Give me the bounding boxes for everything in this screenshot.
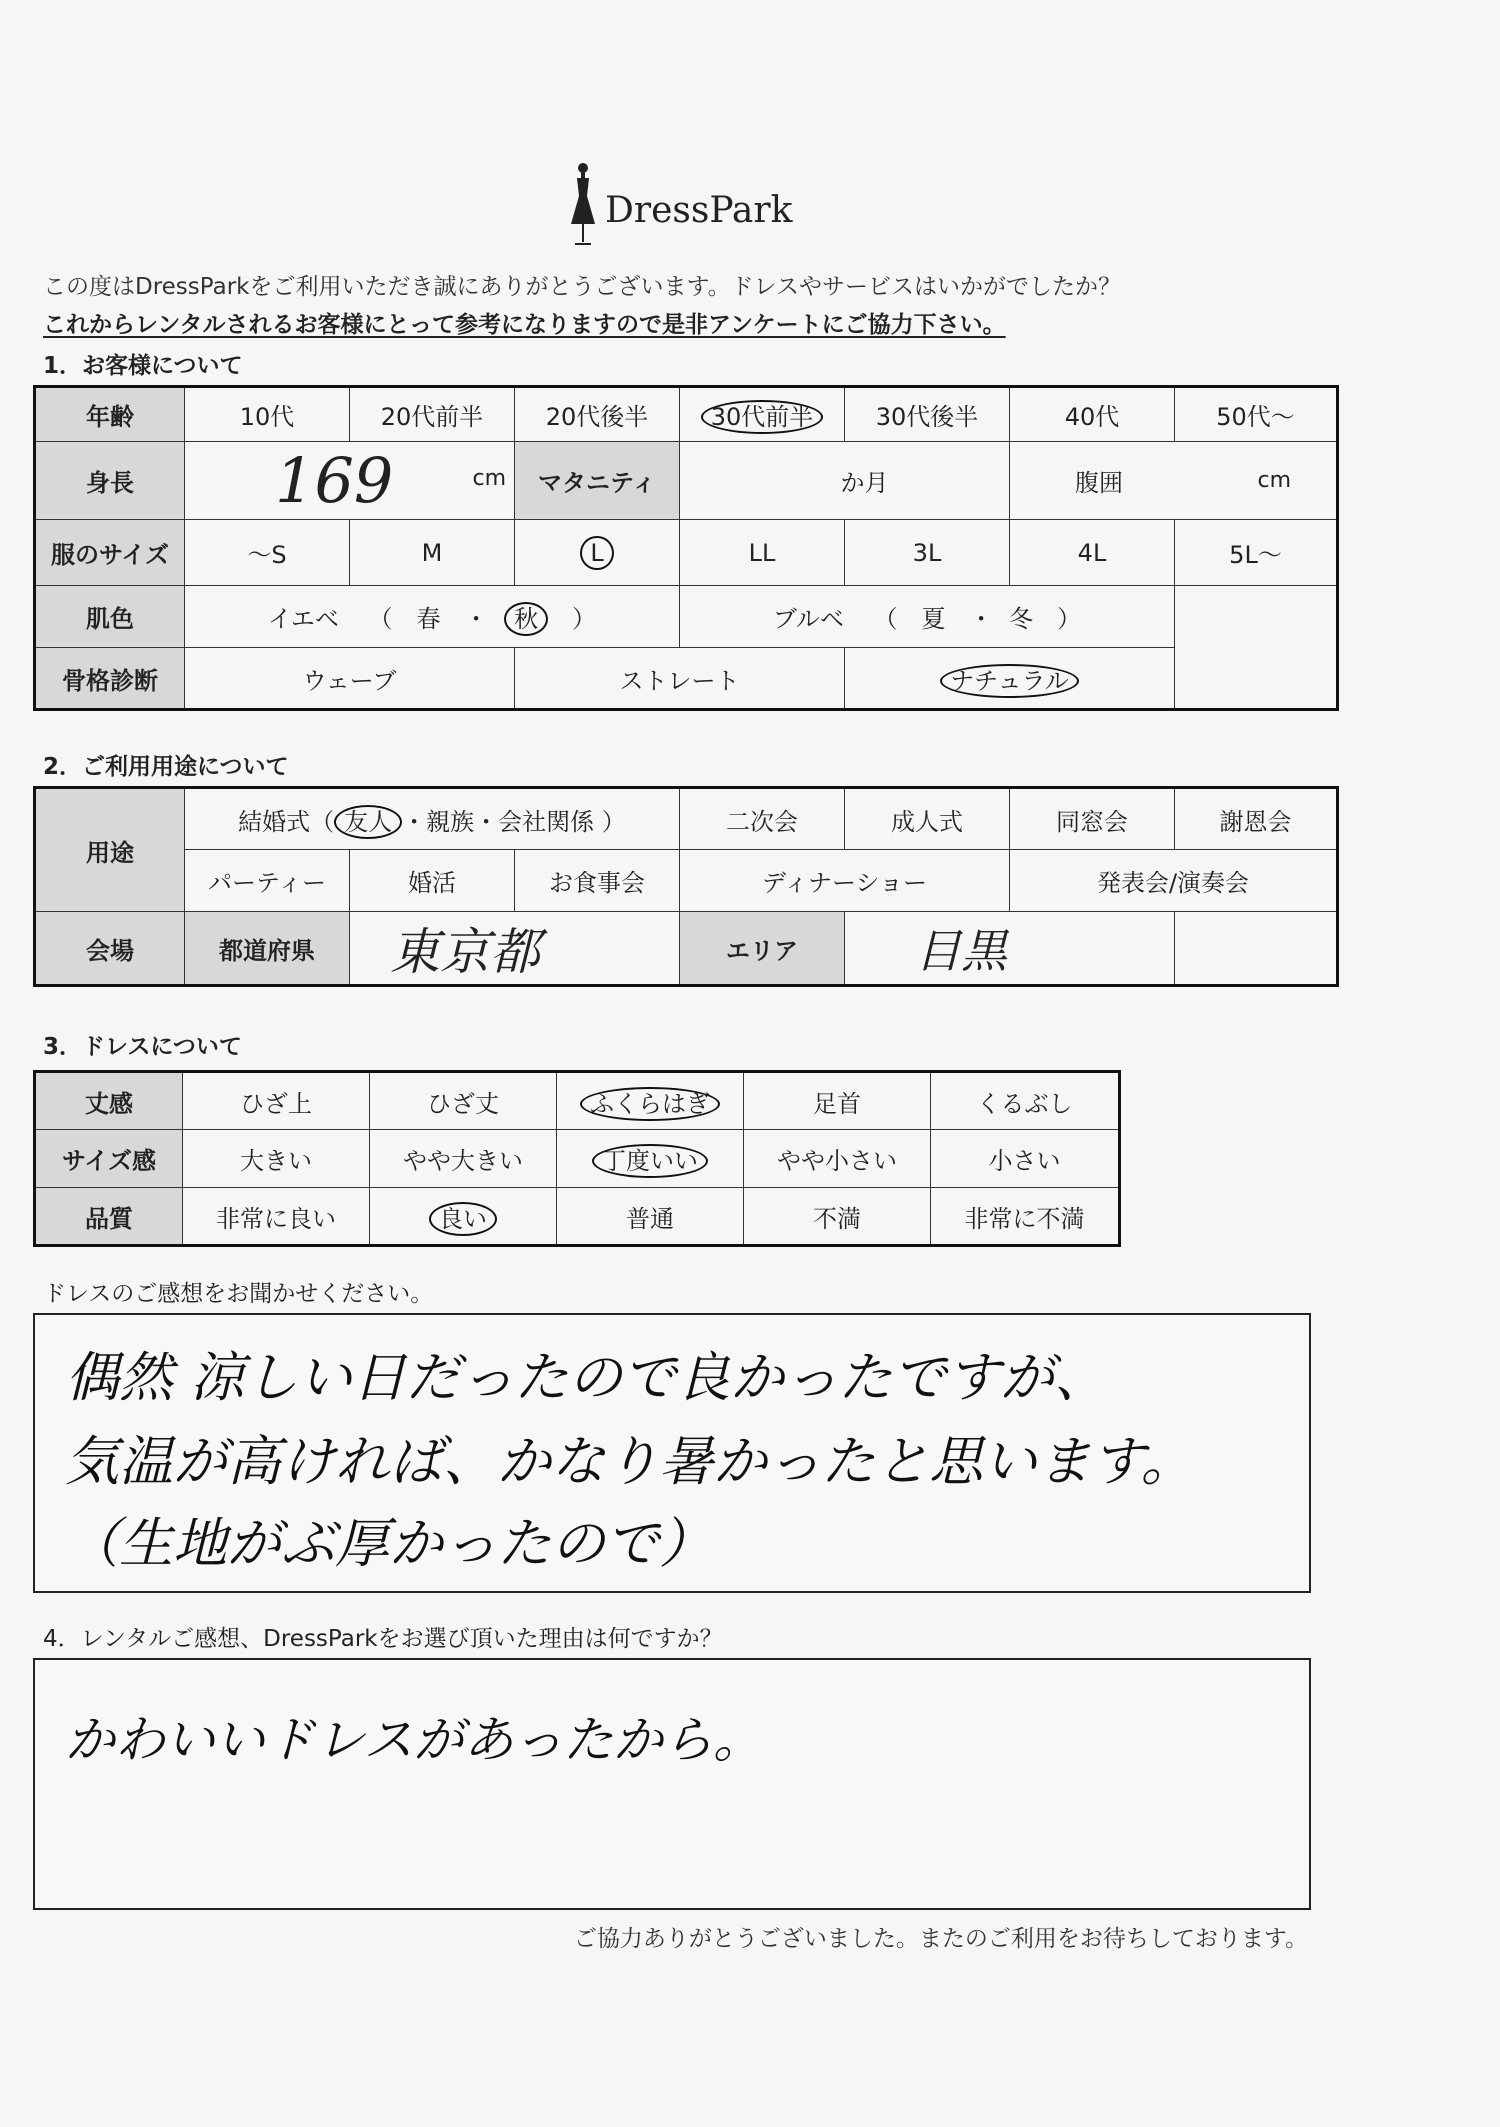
venue-row	[35, 912, 1338, 986]
fit-option[interactable]: やや大きい	[370, 1130, 557, 1188]
intro-text: この度はDressParkをご利用いただき誠にありがとうございます。ドレスやサービスはいかがでしたか？	[43, 274, 1121, 300]
summer-option: 夏	[921, 605, 946, 633]
yellow-base-label: イエベ	[267, 605, 339, 633]
section2-title: 2．ご利用用途について	[43, 754, 289, 780]
venue-label: 会場	[35, 912, 185, 986]
fit-selected-mark: 丁度いい	[592, 1144, 708, 1178]
length-selected-mark: ふくらはぎ	[580, 1087, 720, 1121]
usage-option[interactable]: 成人式	[845, 788, 1010, 850]
waist-unit: cm	[1257, 468, 1291, 493]
length-option[interactable]: 足首	[744, 1072, 931, 1130]
size-option[interactable]: 4L	[1010, 520, 1175, 586]
usage-option[interactable]: 謝恩会	[1175, 788, 1338, 850]
height-value: 169	[275, 444, 394, 517]
size-option[interactable]: LL	[680, 520, 845, 586]
length-label: 丈感	[35, 1072, 183, 1130]
size-option[interactable]: 5L〜	[1175, 520, 1338, 586]
quality-option[interactable]: 普通	[557, 1188, 744, 1246]
friend-selected-mark: 友人	[334, 805, 402, 839]
size-option[interactable]: 〜S	[185, 520, 350, 586]
height-field[interactable]	[185, 442, 515, 520]
comment-line: 偶然 涼しい日だったので良かったですが、	[65, 1346, 1109, 1409]
length-option[interactable]: ひざ丈	[370, 1072, 557, 1130]
frame-option[interactable]: ウェーブ	[185, 648, 515, 710]
section4-title: 4．レンタルご感想、DressParkをお選び頂いた理由は何ですか？	[43, 1626, 723, 1652]
size-selected-mark: L	[580, 536, 613, 570]
size-row	[35, 520, 1338, 586]
maternity-field[interactable]	[680, 442, 1010, 520]
size-option[interactable]: M	[350, 520, 515, 586]
section1-title: 1．お客様について	[43, 353, 243, 379]
age-option[interactable]: 20代後半	[515, 387, 680, 442]
wedding-option[interactable]	[185, 788, 680, 850]
blue-base-field[interactable]: ブルベ （ 夏 ・ 冬 ）	[680, 586, 1175, 648]
usage-label: 用途	[35, 788, 185, 912]
size-option[interactable]: 3L	[845, 520, 1010, 586]
comment-line: （生地がぶ厚かったので）	[65, 1512, 713, 1575]
usage-option[interactable]: 婚活	[350, 850, 515, 912]
age-option-selected[interactable]	[680, 387, 845, 442]
usage-option[interactable]: 発表会/演奏会	[1010, 850, 1338, 912]
dress-icon	[565, 160, 605, 250]
frame-label: 骨格診断	[35, 648, 185, 710]
comment-prompt: ドレスのご感想をお聞かせください。	[43, 1281, 434, 1307]
skin-row	[35, 586, 1338, 648]
quality-option[interactable]: 非常に良い	[183, 1188, 370, 1246]
height-label: 身長	[35, 442, 185, 520]
quality-row	[35, 1188, 1120, 1246]
length-option[interactable]: くるぶし	[931, 1072, 1120, 1130]
age-option[interactable]: 20代前半	[350, 387, 515, 442]
size-option-selected[interactable]	[515, 520, 680, 586]
age-option[interactable]: 50代〜	[1175, 387, 1338, 442]
waist-field[interactable]	[1010, 442, 1338, 520]
blue-base-label: ブルベ	[772, 605, 844, 633]
age-row	[35, 387, 1338, 442]
prefecture-label: 都道府県	[185, 912, 350, 986]
empty-cell	[1175, 648, 1338, 710]
fit-option-selected[interactable]	[557, 1130, 744, 1188]
area-value: 目黒	[915, 924, 1007, 978]
age-option[interactable]: 40代	[1010, 387, 1175, 442]
dress-table	[33, 1070, 1121, 1247]
prefecture-field[interactable]	[350, 912, 680, 986]
dress-comment-box[interactable]	[33, 1313, 1311, 1593]
winter-option: 冬	[1009, 605, 1034, 633]
age-option[interactable]: 10代	[185, 387, 350, 442]
section3-title: 3．ドレスについて	[43, 1034, 242, 1060]
quality-option[interactable]: 不満	[744, 1188, 931, 1246]
size-label: 服のサイズ	[35, 520, 185, 586]
usage-row-2	[35, 850, 1338, 912]
age-selected-mark: 30代前半	[701, 400, 824, 434]
fit-option[interactable]: 小さい	[931, 1130, 1120, 1188]
usage-table	[33, 786, 1339, 987]
dresspark-logo	[565, 160, 805, 250]
fit-option[interactable]: 大きい	[183, 1130, 370, 1188]
intro-request: これからレンタルされるお客様にとって参考になりますので是非アンケートにご協力下さい。	[43, 312, 1006, 338]
skin-label: 肌色	[35, 586, 185, 648]
frame-selected-mark: ナチュラル	[940, 664, 1079, 698]
customer-table	[33, 385, 1339, 711]
yellow-base-field[interactable]: イエベ （ 春 ・ 秋 ）	[185, 586, 680, 648]
height-row	[35, 442, 1338, 520]
frame-option[interactable]: ストレート	[515, 648, 845, 710]
quality-selected-mark: 良い	[429, 1202, 497, 1236]
wedding-prefix: 結婚式（	[238, 807, 335, 836]
reason-answer-box[interactable]	[33, 1658, 1311, 1910]
reason-answer: かわいいドレスがあったから。	[65, 1711, 763, 1769]
length-row	[35, 1072, 1120, 1130]
fit-row	[35, 1130, 1120, 1188]
usage-row-1	[35, 788, 1338, 850]
prefecture-value: 東京都	[390, 923, 540, 981]
length-option-selected[interactable]	[557, 1072, 744, 1130]
spring-option: 春	[416, 605, 441, 633]
usage-option[interactable]: パーティー	[185, 850, 350, 912]
frame-option-selected[interactable]	[845, 648, 1175, 710]
brand-name: DressPark	[605, 190, 793, 231]
age-option[interactable]: 30代後半	[845, 387, 1010, 442]
usage-option[interactable]: ディナーショー	[680, 850, 1010, 912]
waist-label: 腹囲	[1075, 469, 1123, 497]
area-label: エリア	[680, 912, 845, 986]
frame-row	[35, 648, 1338, 710]
usage-option[interactable]: 同窓会	[1010, 788, 1175, 850]
fit-label: サイズ感	[35, 1130, 183, 1188]
fit-option[interactable]: やや小さい	[744, 1130, 931, 1188]
quality-label: 品質	[35, 1188, 183, 1246]
empty-cell	[1175, 912, 1338, 986]
usage-option[interactable]: 二次会	[680, 788, 845, 850]
month-unit: か月	[840, 469, 889, 497]
maternity-label: マタニティ	[515, 442, 680, 520]
quality-option-selected[interactable]	[370, 1188, 557, 1246]
area-field[interactable]	[845, 912, 1175, 986]
comment-line: 気温が高ければ、かなり暑かったと思います。	[65, 1430, 1195, 1493]
height-unit: cm	[472, 466, 506, 491]
wedding-rest: ・親族・会社関係 ）	[402, 807, 626, 836]
usage-option[interactable]: お食事会	[515, 850, 680, 912]
length-option[interactable]: ひざ上	[183, 1072, 370, 1130]
autumn-selected-mark: 秋	[504, 602, 548, 636]
quality-option[interactable]: 非常に不満	[931, 1188, 1120, 1246]
empty-cell	[1175, 586, 1338, 648]
age-label: 年齢	[35, 387, 185, 442]
footer-message: ご協力ありがとうございました。またのご利用をお待ちしております。	[573, 1926, 1308, 1952]
